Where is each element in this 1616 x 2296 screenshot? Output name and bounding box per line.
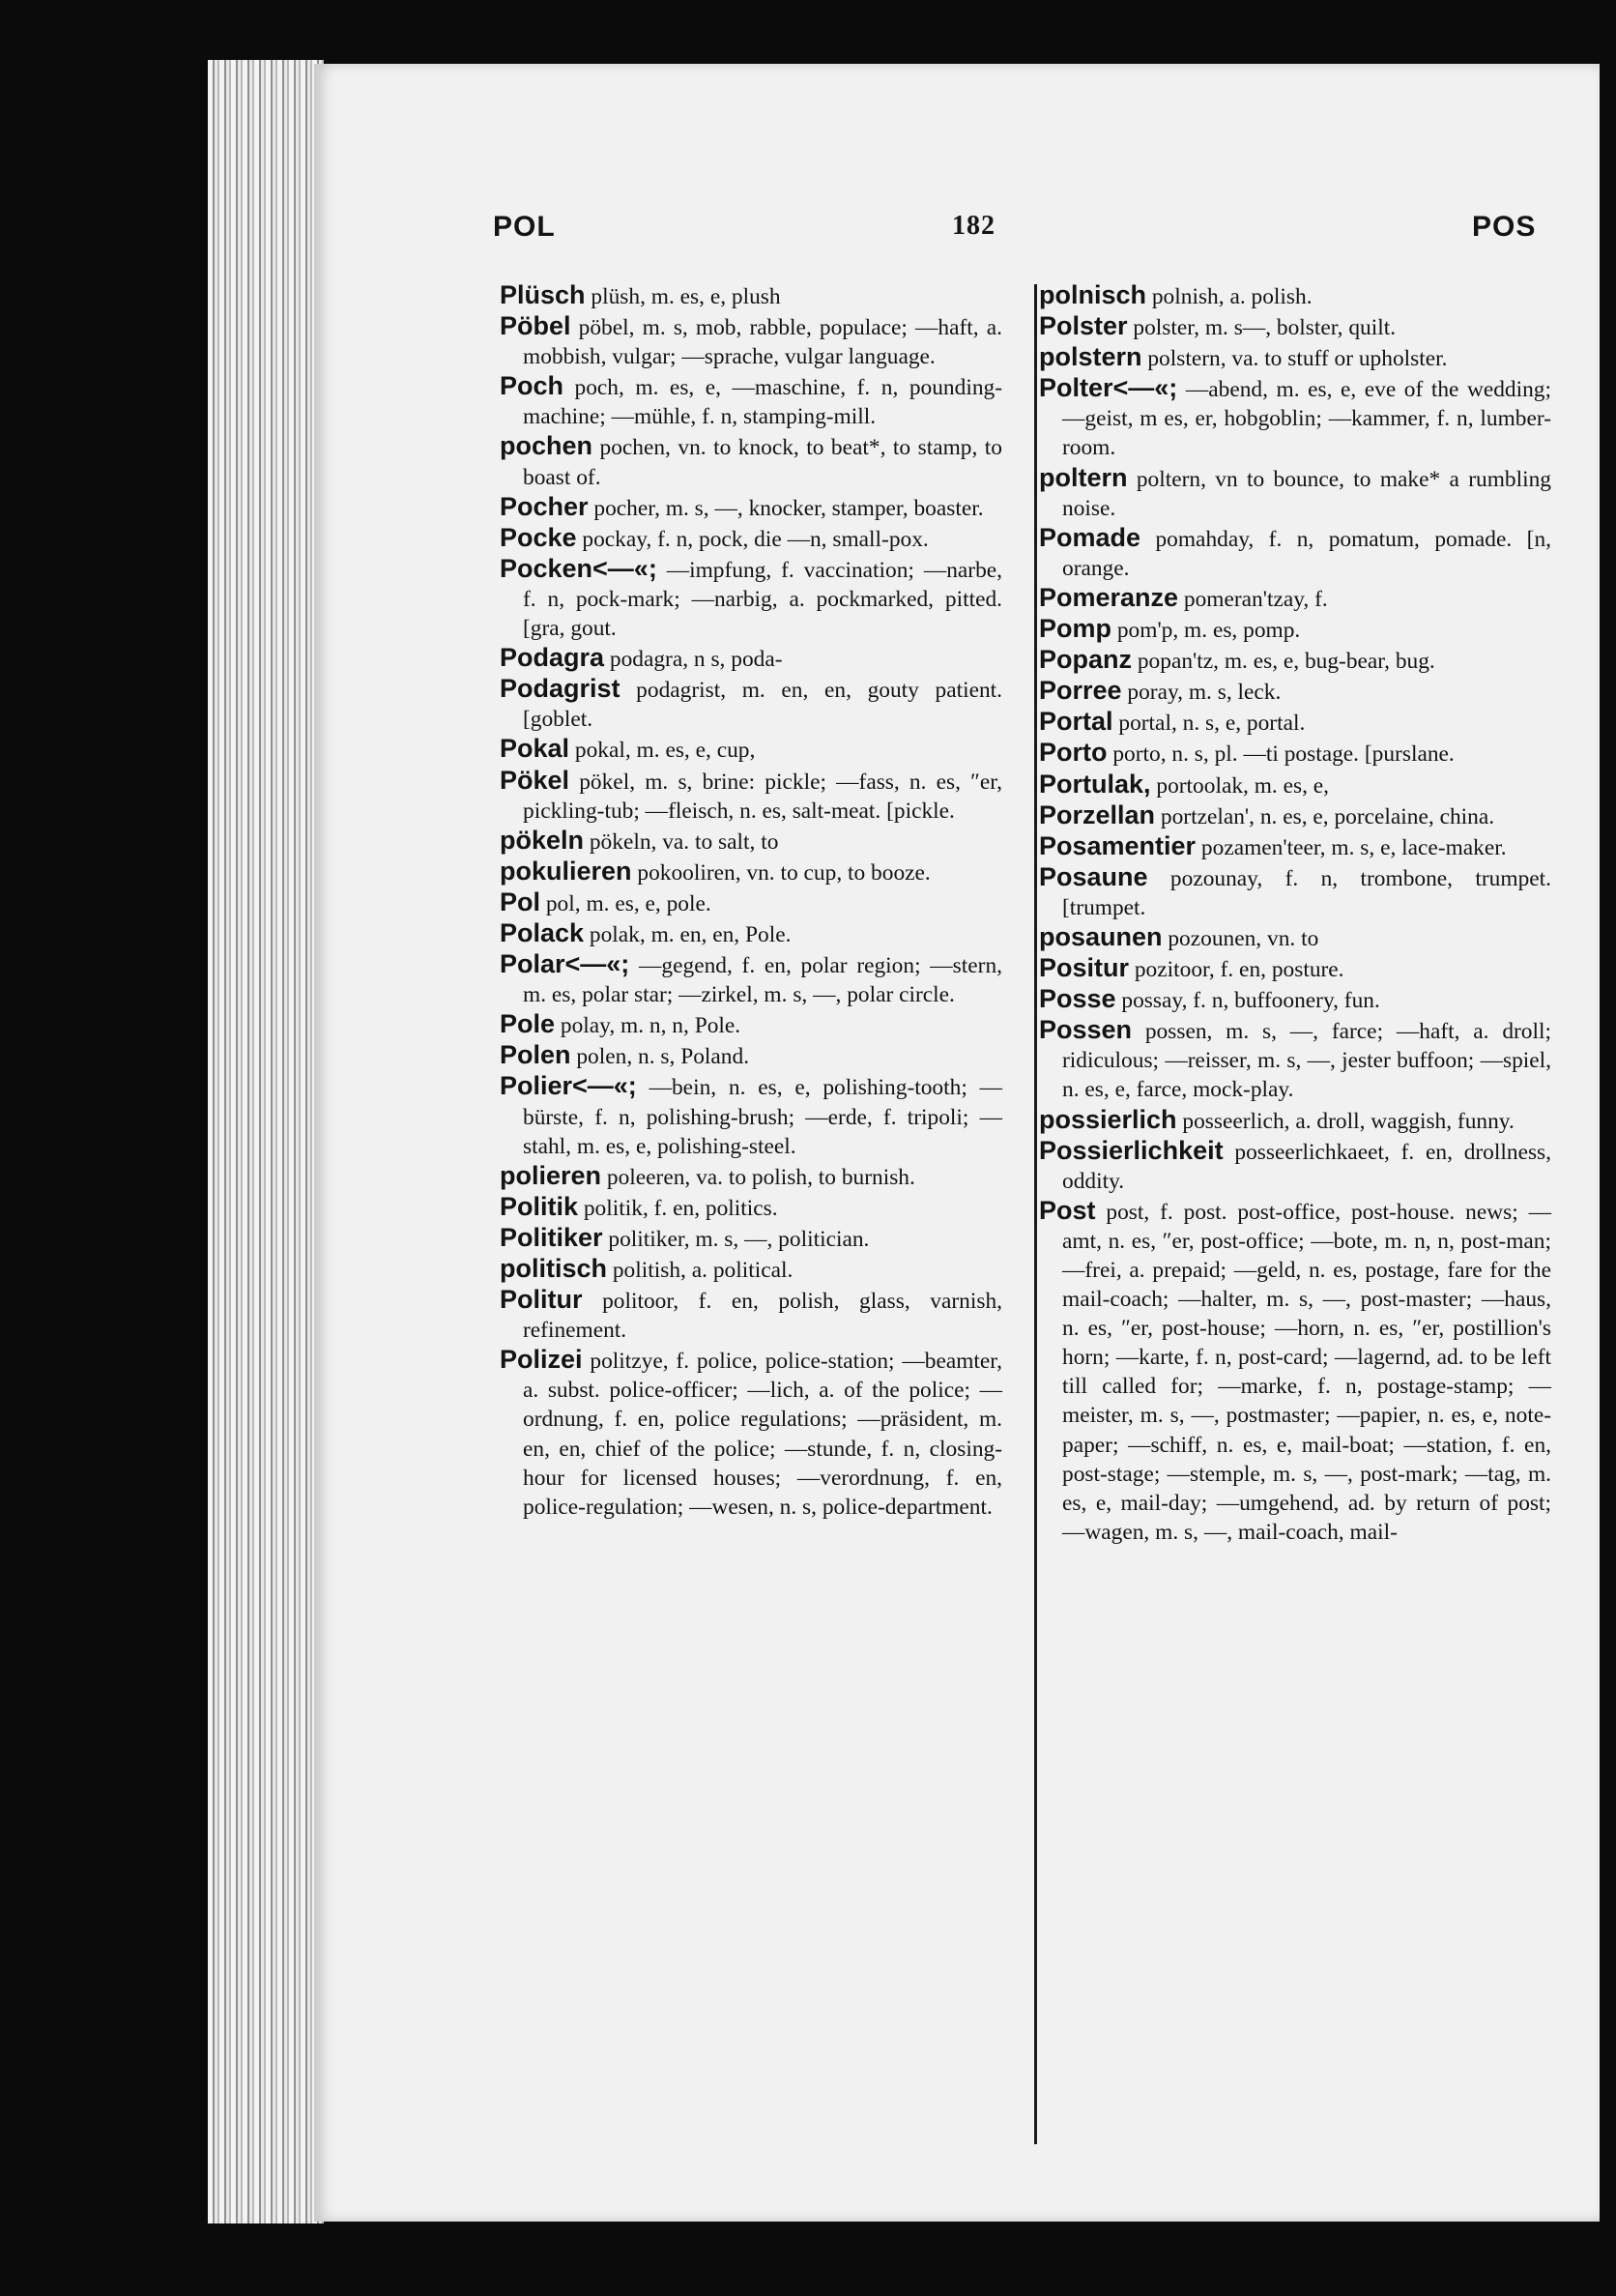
dictionary-entry <box>500 1223 1002 1254</box>
dictionary-entry <box>500 1345 1002 1522</box>
entry-body: podagra, n s, poda- <box>604 647 783 673</box>
headword: posaunen <box>1039 921 1163 951</box>
entry-body: posseerlich, a. droll, waggish, funny. <box>1176 1108 1515 1134</box>
headword: Posse <box>1039 984 1116 1014</box>
entry-body: poltern, vn to bounce, to make* a rumbling noise. <box>1062 466 1551 521</box>
entry-body: portzelan', n. es, e, porcelaine, china. <box>1155 803 1495 829</box>
headword: Pomp <box>1039 614 1112 644</box>
dictionary-entry <box>500 918 1002 949</box>
headword: Pöbel <box>500 311 571 341</box>
dictionary-entry <box>1039 953 1551 984</box>
dictionary-entry <box>500 431 1002 491</box>
dictionary-entry <box>500 1285 1002 1345</box>
entry-body: polnish, a. polish. <box>1146 284 1313 309</box>
dictionary-entry <box>500 1040 1002 1071</box>
entry-body: popan'tz, m. es, e, bug-bear, bug. <box>1132 649 1435 675</box>
headword: polnisch <box>1039 280 1147 309</box>
headword: Posamentier <box>1039 830 1197 860</box>
headword: poltern <box>1039 462 1128 492</box>
entry-body: pozounay, f. n, trombone, trumpet. [trumpet. <box>1062 865 1551 920</box>
headword: Pocke <box>500 522 577 552</box>
right-column <box>1039 280 1551 1547</box>
left-column <box>500 280 1002 1522</box>
headword: Podagrist <box>500 674 620 704</box>
headword: Politur <box>500 1285 583 1315</box>
headword: Positur <box>1039 953 1130 983</box>
dictionary-entry <box>500 492 1002 523</box>
headword: Pomade <box>1039 522 1141 552</box>
page-edges <box>208 60 324 2223</box>
entry-body: pokal, m. es, e, cup, <box>569 738 756 764</box>
dictionary-entry <box>1039 342 1551 373</box>
dictionary-entry <box>500 766 1002 826</box>
entry-body: pökel, m. s, brine: pickle; —fass, n. es, ″er, pickling-tub; —fleisch, n. es, salt-meat. [pickle. <box>523 769 1002 824</box>
dictionary-entry <box>500 857 1002 887</box>
entry-body: pomahday, f. n, pomatum, pomade. [n, orange. <box>1062 526 1551 581</box>
running-head-left: POL <box>493 211 556 243</box>
headword: Pol <box>500 886 541 916</box>
dictionary-entry <box>500 1071 1002 1160</box>
headword: Pocken<—«; <box>500 553 657 583</box>
entry-body: portal, n. s, e, portal. <box>1112 711 1306 737</box>
entry-body: pozamen'teer, m. s, e, lace-maker. <box>1196 834 1507 860</box>
headword: Poch <box>500 371 564 401</box>
headword: Porto <box>1039 738 1108 768</box>
entry-body: —abend, m. es, e, eve of the wedding; —geist, m es, er, hobgoblin; —kammer, f. n, lumber-room. <box>1062 377 1551 461</box>
dictionary-entry <box>1039 1015 1551 1104</box>
headword: Politiker <box>500 1222 603 1252</box>
headword: Possierlichkeit <box>1039 1135 1224 1165</box>
dictionary-entry <box>1039 373 1551 462</box>
entry-body: —bein, n. es, e, polishing-tooth; —bürste, f. n, polishing-brush; —erde, f. tripoli; —stahl, m. es, e, polishing-steel. <box>523 1075 1002 1159</box>
headword: Polter<—«; <box>1039 373 1178 403</box>
headword: Posaune <box>1039 861 1148 891</box>
entry-body: poch, m. es, e, —maschine, f. n, pounding-machine; —mühle, f. n, stamping-mill. <box>523 375 1002 430</box>
entry-body: porto, n. s, pl. —ti postage. [purslane. <box>1107 741 1455 768</box>
entry-body: —gegend, f. en, polar region; —stern, m. es, polar star; —zirkel, m. s, —, polar circle. <box>523 953 1002 1008</box>
entry-body: pol, m. es, e, pole. <box>540 890 711 916</box>
dictionary-entry <box>1039 800 1551 831</box>
headword: Polier<—«; <box>500 1071 637 1101</box>
dictionary-entry <box>1039 676 1551 707</box>
headword: Polar<—«; <box>500 949 630 979</box>
dictionary-entry <box>500 826 1002 857</box>
dictionary-entry <box>500 280 1002 311</box>
headword: Podagra <box>500 643 605 673</box>
dictionary-entry <box>1039 280 1551 311</box>
entry-body: plüsh, m. es, e, plush <box>585 284 781 309</box>
dictionary-entry <box>1039 523 1551 583</box>
headword: pochen <box>500 431 593 461</box>
entry-body: pozitoor, f. en, posture. <box>1129 957 1344 983</box>
dictionary-entry <box>500 311 1002 371</box>
entry-body: pochen, vn. to knock, to beat*, to stamp, to boast of. <box>523 435 1002 490</box>
dictionary-entry <box>1039 1196 1551 1547</box>
headword: politisch <box>500 1254 608 1283</box>
headword: polstern <box>1039 342 1142 372</box>
entry-body: possay, f. n, buffoonery, fun. <box>1115 988 1380 1014</box>
dictionary-entry <box>500 887 1002 918</box>
dictionary-entry <box>1039 463 1551 523</box>
headword: Pokal <box>500 734 570 764</box>
headword: Portulak, <box>1039 769 1151 799</box>
dictionary-entry <box>500 371 1002 431</box>
running-head-right: POS <box>1472 211 1537 243</box>
entry-body: politzye, f. police, police-station; —beamter, a. subst. police-officer; —lich, a. of the police; —ordnung, f. en, police regulations; —präsident, m. en, en, chief of the police; —stunde, f. n, closing-hour for licensed houses; —verordnung, f. en, police-regulation; —wesen, n. s, police-department. <box>523 1349 1002 1520</box>
dictionary-entry <box>1039 645 1551 676</box>
entry-body: politish, a. political. <box>607 1258 794 1283</box>
dictionary-entry <box>1039 583 1551 614</box>
headword: Pomeranze <box>1039 582 1179 612</box>
headword: Pocher <box>500 491 589 521</box>
entry-body: pöbel, m. s, mob, rabble, populace; —haft, a. mobbish, vulgar; —sprache, vulgar language. <box>523 315 1002 370</box>
dictionary-entry <box>1039 311 1551 342</box>
dictionary-entry <box>500 1161 1002 1192</box>
entry-body: pocher, m. s, —, knocker, stamper, boaster. <box>588 495 984 521</box>
dictionary-entry <box>1039 770 1551 800</box>
dictionary-entry <box>500 949 1002 1009</box>
headword: Possen <box>1039 1015 1133 1045</box>
dictionary-entry <box>500 734 1002 765</box>
headword: Pökel <box>500 765 570 795</box>
entry-body: pockay, f. n, pock, die —n, small-pox. <box>576 526 929 552</box>
headword: Polizei <box>500 1345 583 1375</box>
dictionary-entry <box>1039 614 1551 645</box>
headword: Porree <box>1039 676 1122 706</box>
headword: pokulieren <box>500 856 632 886</box>
dictionary-entry <box>1039 831 1551 862</box>
entry-body: podagrist, m. en, en, gouty patient. [goblet. <box>523 678 1002 733</box>
headword: polieren <box>500 1160 602 1190</box>
dictionary-entry <box>1039 922 1551 953</box>
entry-body: posseerlichkaeet, f. en, drollness, oddity. <box>1062 1139 1551 1194</box>
dictionary-entry <box>1039 862 1551 922</box>
entry-body: poleeren, va. to polish, to burnish. <box>601 1164 915 1190</box>
dictionary-entry <box>500 1009 1002 1040</box>
entry-body: pokooliren, vn. to cup, to booze. <box>631 859 931 886</box>
headword: possierlich <box>1039 1104 1177 1134</box>
dictionary-page <box>314 64 1600 2222</box>
entry-body: pökeln, va. to salt, to <box>584 828 779 855</box>
dictionary-entry <box>500 643 1002 674</box>
entry-body: possen, m. s, —, farce; —haft, a. droll; ridiculous; —reisser, m. s, —, jester buffoon; —spiel, n. es, e, farce, mock-play. <box>1062 1019 1551 1103</box>
page-number: 182 <box>952 211 996 241</box>
headword: Polen <box>500 1040 571 1070</box>
headword: Polack <box>500 917 585 947</box>
headword: Post <box>1039 1195 1096 1225</box>
entry-body: politoor, f. en, polish, glass, varnish, refinement. <box>523 1289 1002 1344</box>
headword: Politik <box>500 1191 579 1221</box>
dictionary-entry <box>1039 984 1551 1015</box>
entry-body: pom'p, m. es, pomp. <box>1111 618 1301 644</box>
dictionary-entry <box>1039 1105 1551 1136</box>
entry-body: post, f. post. post-office, post-house. news; —amt, n. es, ″er, post-office; —bote, m. n, n, post-man; —frei, a. prepaid; —geld, n. es, postage, fare for the mail-coach; —halter, m. s, —, post-master; —haus, n. es, ″er, post-house; —horn, n. es, ″er, postillion's horn; —karte, f. n, post-card; —lagernd, ad. to be left till called for; —marke, f. n, postage-stamp; —meister, m. s, —, postmaster; —papier, n. es, e, note-paper; —schiff, n. es, e, mail-boat; —station, f. en, post-stage; —stemple, m. s, —, post-mark; —tag, m. es, e, mail-day; —umgehend, ad. by return of post; —wagen, m. s, —, mail-coach, mail- <box>1062 1199 1551 1545</box>
headword: Portal <box>1039 707 1113 737</box>
column-divider <box>1034 284 1037 2144</box>
entry-body: polay, m. n, n, Pole. <box>555 1013 741 1039</box>
entry-body: pozounen, vn. to <box>1162 925 1319 951</box>
dictionary-entry <box>500 674 1002 734</box>
headword: Porzellan <box>1039 799 1156 829</box>
entry-body: polstern, va. to stuff or upholster. <box>1141 346 1448 372</box>
dictionary-entry <box>500 1192 1002 1223</box>
dictionary-entry <box>1039 738 1551 769</box>
dictionary-entry <box>500 523 1002 554</box>
entry-body: —impfung, f. vaccination; —narbe, f. n, pock-mark; —narbig, a. pockmarked, pitted. [gra, gout. <box>523 557 1002 642</box>
entry-body: polster, m. s—, bolster, quilt. <box>1127 315 1397 341</box>
dictionary-entry <box>1039 707 1551 738</box>
entry-body: politik, f. en, politics. <box>578 1195 778 1221</box>
entry-body: polen, n. s, Poland. <box>570 1044 750 1070</box>
headword: Popanz <box>1039 645 1133 675</box>
headword: Pole <box>500 1009 556 1039</box>
dictionary-entry <box>1039 1136 1551 1196</box>
entry-body: politiker, m. s, —, politician. <box>602 1226 870 1252</box>
entry-body: polak, m. en, en, Pole. <box>584 921 792 947</box>
headword: Polster <box>1039 311 1128 341</box>
entry-body: pomeran'tzay, f. <box>1178 586 1328 612</box>
entry-body: poray, m. s, leck. <box>1121 680 1282 706</box>
headword: Plüsch <box>500 280 586 309</box>
dictionary-entry <box>500 1254 1002 1285</box>
entry-body: portoolak, m. es, e, <box>1150 772 1330 799</box>
dictionary-entry <box>500 554 1002 643</box>
headword: pökeln <box>500 825 585 855</box>
